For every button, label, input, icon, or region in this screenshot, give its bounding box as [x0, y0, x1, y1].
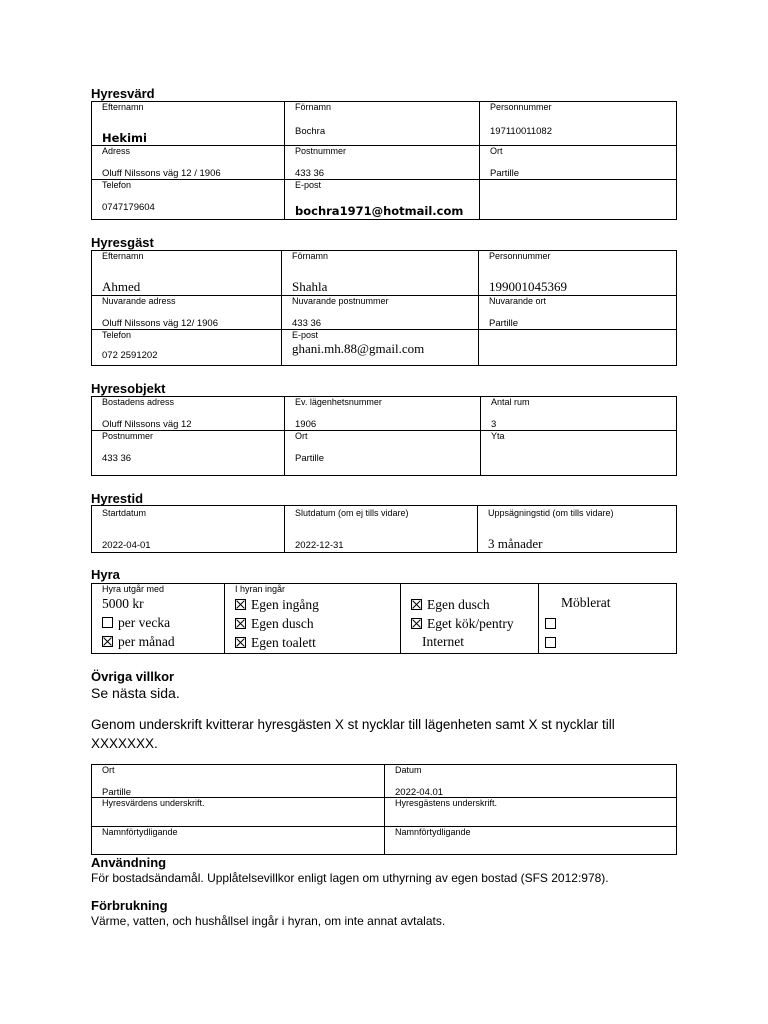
hyrestid-uppsagning-cell[interactable]: [478, 506, 677, 553]
hyresobjekt-heading: Hyresobjekt: [91, 381, 166, 396]
egen-ingang-label: Egen ingång: [251, 597, 319, 612]
label: Nuvarande postnummer: [292, 296, 389, 306]
hyresvard-namnfortydligande-cell[interactable]: [92, 827, 385, 855]
label: Personnummer: [489, 251, 551, 261]
hyresgast-heading: Hyresgäst: [91, 235, 154, 250]
egen-dusch-option[interactable]: [235, 616, 314, 632]
label: Bostadens adress: [102, 397, 175, 407]
checkbox-empty-icon[interactable]: [545, 618, 556, 629]
egen-dusch-label: Egen dusch: [251, 616, 314, 631]
checkbox-checked-icon[interactable]: [235, 618, 246, 629]
label: Namnförtydligande: [102, 827, 178, 837]
value: 2022-04-01: [102, 540, 151, 551]
label: Ort: [490, 146, 503, 156]
hyresgast-namnfortydligande-cell[interactable]: [385, 827, 677, 855]
hyresobjekt-yta-cell[interactable]: [481, 431, 677, 476]
hyresgast-epost-cell[interactable]: [282, 330, 479, 366]
hyrestid-start-cell[interactable]: [92, 506, 285, 553]
ovriga-text: Se nästa sida.: [91, 685, 180, 701]
hyresvard-ort-cell[interactable]: [480, 146, 677, 180]
value: 3: [491, 419, 497, 430]
value: Partille: [489, 318, 519, 329]
label: Yta: [491, 431, 505, 441]
hyresgast-ort-cell[interactable]: [479, 296, 677, 330]
per-manad-label: per månad: [118, 634, 175, 649]
value: 0747179604: [102, 202, 155, 213]
label: Förnamn: [295, 102, 332, 112]
label: Nuvarande adress: [102, 296, 176, 306]
label: Namnförtydligande: [395, 827, 471, 837]
forbrukning-text: Värme, vatten, och hushållsel ingår i hyran, om inte annat avtalats.: [91, 914, 446, 928]
hyresvard-adress-cell[interactable]: [92, 146, 285, 180]
label: Slutdatum (om ej tills vidare): [295, 508, 409, 518]
label: Uppsägningstid (om tills vidare): [488, 508, 614, 518]
value: 433 36: [295, 168, 325, 179]
egen-ingang-option[interactable]: [235, 597, 319, 613]
hyresgast-adress-cell[interactable]: [92, 296, 282, 330]
label: E-post: [295, 180, 322, 190]
hyresgast-efternamn-cell[interactable]: [92, 251, 282, 296]
signatur-datum-cell[interactable]: [385, 765, 677, 798]
hyresobjekt-ort-cell[interactable]: [285, 431, 481, 476]
label: I hyran ingår: [235, 584, 286, 594]
per-vecka-option[interactable]: [102, 615, 170, 631]
label: Startdatum: [102, 508, 147, 518]
label: Telefon: [102, 330, 132, 340]
label: Ort: [102, 765, 115, 775]
per-manad-option[interactable]: [102, 634, 175, 650]
anvandning-heading: Användning: [91, 855, 167, 870]
signatur-table: [91, 764, 677, 855]
moblerat-checkbox-1[interactable]: [545, 616, 561, 632]
checkbox-checked-icon[interactable]: [411, 599, 422, 610]
hyra-ingar-cell-2[interactable]: [401, 584, 539, 654]
ovriga-heading: Övriga villkor: [91, 669, 175, 684]
nycklar-line-2: XXXXXXX.: [91, 736, 158, 751]
label: Telefon: [102, 180, 132, 190]
value: 2022-04.01: [395, 787, 444, 798]
value: 1906: [295, 419, 317, 430]
hyresvard-efternamn-cell[interactable]: [92, 102, 285, 146]
value: Oluff Nilssons väg 12: [102, 419, 192, 430]
value: 433 36: [102, 453, 132, 464]
egen-toalett-option[interactable]: [235, 635, 316, 651]
label: Efternamn: [102, 102, 144, 112]
hyresobjekt-lagenhet-cell[interactable]: [285, 397, 481, 431]
hyresgast-telefon-cell[interactable]: [92, 330, 282, 366]
value: 3 månader: [488, 536, 543, 551]
label: Datum: [395, 765, 422, 775]
egen-toalett-label: Egen toalett: [251, 635, 316, 650]
egen-dusch-label-2: Egen dusch: [427, 597, 490, 612]
label: Nuvarande ort: [489, 296, 547, 306]
egen-dusch-option-2[interactable]: [411, 597, 490, 613]
value: Partille: [102, 787, 132, 798]
label: Adress: [102, 146, 131, 156]
eget-kok-label: Eget kök/pentry: [427, 616, 514, 631]
label: Ort: [295, 431, 308, 441]
value: ghani.mh.88@gmail.com: [292, 341, 425, 356]
hyra-heading: Hyra: [91, 567, 120, 582]
hyresgast-table: [91, 250, 677, 366]
value: 072 2591202: [102, 350, 158, 361]
value: Hekimi: [102, 131, 147, 145]
label: E-post: [292, 330, 319, 340]
value: bochra1971@hotmail.com: [295, 204, 464, 218]
hyresobjekt-rum-cell[interactable]: [481, 397, 677, 431]
hyresgast-signature-cell[interactable]: [385, 798, 677, 827]
label: Hyresvärdens underskrift.: [102, 798, 205, 808]
value: Partille: [295, 453, 325, 464]
checkbox-empty-icon[interactable]: [545, 637, 556, 648]
hyresvard-empty-cell: [480, 180, 677, 220]
hyresgast-personnummer-cell[interactable]: [479, 251, 677, 296]
label: Hyra utgår med: [102, 584, 165, 594]
hyresvard-postnummer-cell[interactable]: [285, 146, 480, 180]
hyra-table: [91, 583, 677, 654]
hyresvard-fornamn-cell[interactable]: [285, 102, 480, 146]
value: Oluff Nilssons väg 12 / 1906: [102, 168, 221, 179]
hyra-ingar-cell[interactable]: [225, 584, 401, 654]
per-vecka-label: per vecka: [118, 615, 171, 630]
hyresgast-fornamn-cell[interactable]: [282, 251, 479, 296]
label: Antal rum: [491, 397, 530, 407]
nycklar-line-1: Genom underskrift kvitterar hyresgästen X st nycklar till lägenheten samt X st nycklar till: [91, 717, 615, 732]
value: Shahla: [292, 279, 328, 294]
label: Ev. lägenhetsnummer: [295, 397, 382, 407]
hyresobjekt-adress-cell[interactable]: [92, 397, 285, 431]
checkbox-checked-icon[interactable]: [235, 599, 246, 610]
hyresgast-empty-cell: [479, 330, 677, 366]
label: Postnummer: [295, 146, 347, 156]
checkbox-checked-icon[interactable]: [102, 636, 113, 647]
hyresvard-signature-cell[interactable]: [92, 798, 385, 827]
checkbox-checked-icon[interactable]: [411, 618, 422, 629]
hyrestid-table: [91, 505, 677, 553]
hyresvard-heading: Hyresvärd: [91, 86, 155, 101]
anvandning-text: För bostadsändamål. Upplåtelsevillkor enligt lagen om uthyrning av egen bostad (SFS 2012:978).: [91, 871, 609, 885]
forbrukning-heading: Förbrukning: [91, 898, 168, 913]
value: Ahmed: [102, 279, 141, 294]
label: Postnummer: [102, 431, 154, 441]
hyra-moblerat-cell[interactable]: [539, 584, 677, 654]
label: Personnummer: [490, 102, 552, 112]
value: Partille: [490, 168, 520, 179]
moblerat-label: Möblerat: [561, 595, 611, 610]
label: Hyresgästens underskrift.: [395, 798, 498, 808]
hyresvard-personnummer-cell[interactable]: [480, 102, 677, 146]
hyresgast-postnummer-cell[interactable]: [282, 296, 479, 330]
value: Bochra: [295, 126, 326, 137]
hyra-belopp: 5000 kr: [102, 596, 144, 611]
hyresobjekt-table: [91, 396, 677, 476]
hyra-belopp-cell[interactable]: [92, 584, 225, 654]
value: 433 36: [292, 318, 322, 329]
eget-kok-option[interactable]: [411, 616, 514, 632]
value: 199001045369: [489, 279, 567, 294]
hyresvard-epost-cell[interactable]: [285, 180, 480, 220]
checkbox-empty-icon[interactable]: [102, 617, 113, 628]
hyrestid-heading: Hyrestid: [91, 491, 144, 506]
value: Oluff Nilssons väg 12/ 1906: [102, 318, 219, 329]
hyresvard-telefon-cell[interactable]: [92, 180, 285, 220]
label: Efternamn: [102, 251, 144, 261]
hyresobjekt-postnummer-cell[interactable]: [92, 431, 285, 476]
label: Förnamn: [292, 251, 329, 261]
hyresvard-table: [91, 101, 677, 220]
checkbox-checked-icon[interactable]: [235, 637, 246, 648]
signatur-ort-cell[interactable]: [92, 765, 385, 798]
hyrestid-slut-cell[interactable]: [285, 506, 478, 553]
moblerat-checkbox-2[interactable]: [545, 635, 561, 651]
internet-label: Internet: [422, 634, 464, 649]
value: 197110011082: [490, 126, 552, 137]
value: 2022-12-31: [295, 540, 344, 551]
